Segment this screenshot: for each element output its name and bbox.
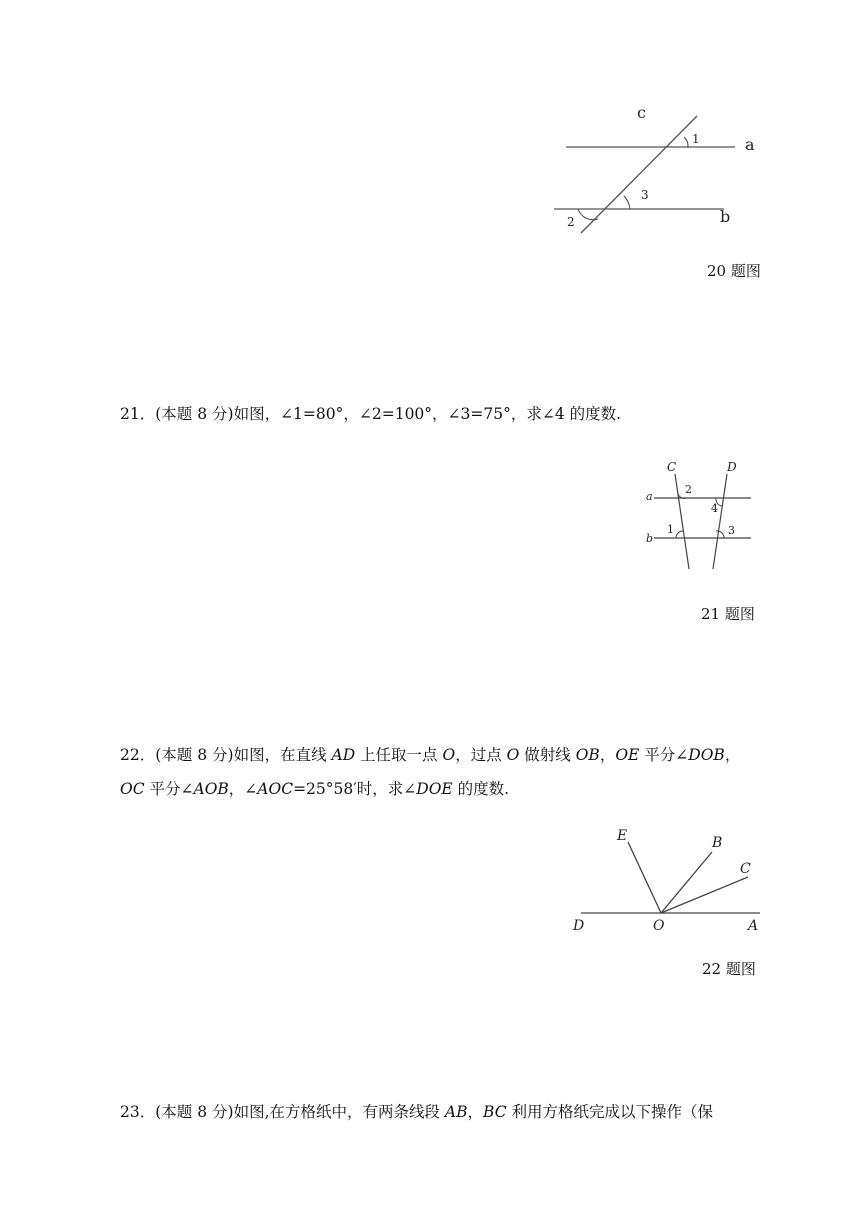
text-part: 平分∠ <box>144 780 194 798</box>
label-C: C <box>740 861 751 877</box>
question-number: 21 <box>120 405 140 423</box>
label-b: b <box>720 207 731 226</box>
question-22: 22．(本题 8 分)如图，在直线 AD 上任取一点 O，过点 O 做射线 OB，OE 平分∠DOB， OC 平分∠AOB，∠AOC=25°58′时，求∠DOE 的度数. <box>120 746 741 798</box>
figure-21-caption: 21 题图 <box>701 605 755 623</box>
var-O: O <box>506 746 520 764</box>
label-C: C <box>667 460 677 474</box>
label-angle-3: 3 <box>728 524 735 537</box>
text-part: 做射线 <box>519 746 576 764</box>
var-OB: OB <box>575 746 600 764</box>
text-part: 如图，在直线 <box>233 746 332 764</box>
label-a: a <box>646 490 653 503</box>
ray-OB <box>661 852 712 913</box>
label-angle-3: 3 <box>641 188 649 202</box>
text-part: ， <box>724 746 741 764</box>
var-DOE: DOE <box>416 780 453 798</box>
text-part: ，过点 <box>455 746 507 764</box>
label-D: D <box>727 460 737 474</box>
label-angle-1: 1 <box>692 132 700 146</box>
question-21: 21．(本题 8 分)如图，∠1=80°，∠2=100°，∠3=75°，求∠4 的度数. <box>120 405 622 423</box>
var-OC: OC <box>120 780 145 798</box>
label-B: B <box>712 835 723 851</box>
ray-OC <box>661 877 748 913</box>
question-text: 如图，∠1=80°，∠2=100°，∠3=75°，求∠4 的度数. <box>233 405 622 423</box>
text-part: =25°58′时，求∠ <box>293 780 417 798</box>
var-BC: BC <box>483 1103 507 1121</box>
var-AOC: AOC <box>257 780 294 798</box>
label-angle-1: 1 <box>667 523 674 536</box>
var-DOB: DOB <box>688 746 725 764</box>
label-E: E <box>617 828 628 844</box>
question-23: 23．(本题 8 分)如图,在方格纸中，有两条线段 AB，BC 利用方格纸完成以下操作（保 <box>120 1103 714 1121</box>
text-part: ， <box>599 746 616 764</box>
var-AB: AB <box>444 1103 468 1121</box>
question-points: (本题 8 分) <box>155 1103 234 1121</box>
label-angle-2: 2 <box>567 215 575 229</box>
label-angle-2: 2 <box>685 483 692 496</box>
text-part: 的度数. <box>452 780 510 798</box>
label-A: A <box>748 918 759 934</box>
var-AD: AD <box>331 746 356 764</box>
figure-20-caption: 20 题图 <box>707 262 761 280</box>
label-c: c <box>637 103 646 122</box>
var-OE: OE <box>615 746 640 764</box>
label-a: a <box>745 135 755 154</box>
figure-22-caption: 22 题图 <box>702 960 756 978</box>
var-O: O <box>442 746 456 764</box>
text-part: ， <box>467 1103 484 1121</box>
text-part: ，∠ <box>228 780 258 798</box>
text-part: 利用方格纸完成以下操作（保 <box>506 1103 714 1121</box>
question-points: (本题 8 分) <box>155 746 234 764</box>
label-b: b <box>646 532 654 545</box>
label-D: D <box>573 918 585 934</box>
text-part: 如图,在方格纸中，有两条线段 <box>233 1103 445 1121</box>
var-AOB: AOB <box>193 780 229 798</box>
text-part: 平分∠ <box>639 746 689 764</box>
label-angle-4: 4 <box>711 502 718 515</box>
question-number: 23 <box>120 1103 140 1121</box>
question-number: 22 <box>120 746 140 764</box>
ray-OE <box>628 842 661 913</box>
question-points: (本题 8 分) <box>155 405 234 423</box>
label-O: O <box>653 918 665 934</box>
text-part: 上任取一点 <box>355 746 443 764</box>
